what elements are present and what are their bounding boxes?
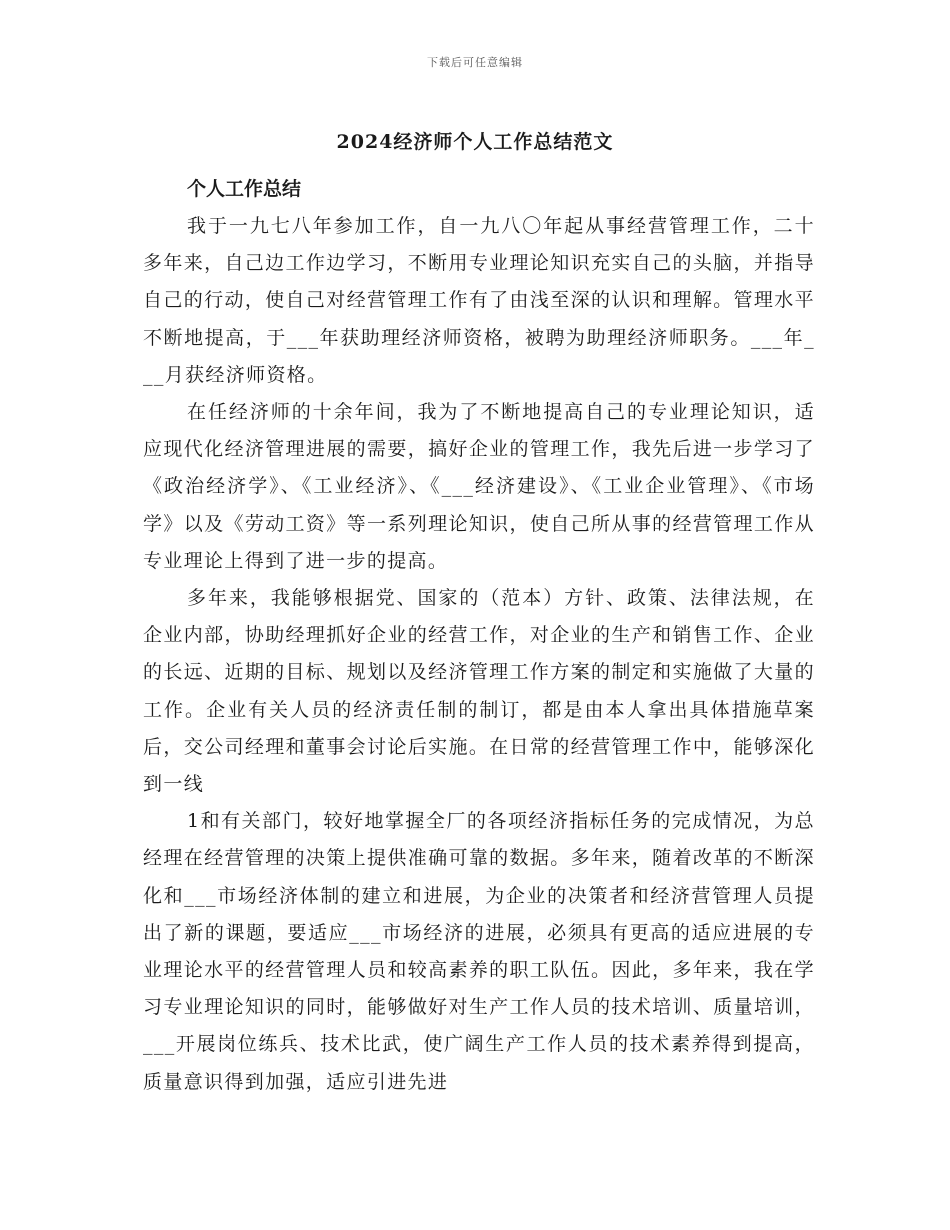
section-heading: 个人工作总结 xyxy=(187,178,302,200)
document-title: 2024经济师个人工作总结范文 xyxy=(336,131,614,153)
paragraph-4: 1和有关部门，较好地掌握全厂的各项经济指标任务的完成情况，为总经理在经营管理的决策上提供准确可靠的数据。多年来，随着改革的不断深化和___市场经济体制的建立和进展，为企业的决策者和经济营管理人员提出了新的课题，要适应___市场经济的进展，必须具有更高的适应进展的专业理论水平的经营管理人员和较高素养的职工队伍。因此，多年来，我在学习专业理论知识的同时，能够做好对生产工作人员的技术培训、质量培训，___开展岗位练兵、技术比武，使广阔生产工作人员的技术素养得到提高，质量意识得到加强，适应引进先进 xyxy=(143,810,815,1093)
paragraph-3: 多年来，我能够根据党、国家的（范本）方针、政策、法律法规，在企业内部，协助经理抓好企业的经营工作，对企业的生产和销售工作、企业的长远、近期的目标、规划以及经济管理工作方案的制定和实施做了大量的工作。企业有关人员的经济责任制的制订，都是由本人拿出具体措施草案后，交公司经理和董事会讨论后实施。在日常的经营管理工作中，能够深化到一线 xyxy=(143,587,815,796)
page-header-note: 下载后可任意编辑 xyxy=(427,56,523,69)
paragraph-2: 在任经济师的十余年间，我为了不断地提高自己的专业理论知识，适应现代化经济管理进展的需要，搞好企业的管理工作，我先后进一步学习了《政治经济学》、《工业经济》、《___经济建设》、《工业企业管理》、《市场学》以及《劳动工资》等一系列理论知识，使自己所从事的经营管理工作从专业理论上得到了进一步的提高。 xyxy=(143,401,815,572)
paragraph-1: 我于一九七八年参加工作，自一九八〇年起从事经营管理工作，二十多年来，自己边工作边学习，不断用专业理论知识充实自己的头脑，并指导自己的行动，使自己对经营管理工作有了由浅至深的认识和理解。管理水平不断地提高，于___年获助理经济师资格，被聘为助理经济师职务。___年___月获经济师资格。 xyxy=(143,215,815,386)
document-body xyxy=(143,170,815,1101)
